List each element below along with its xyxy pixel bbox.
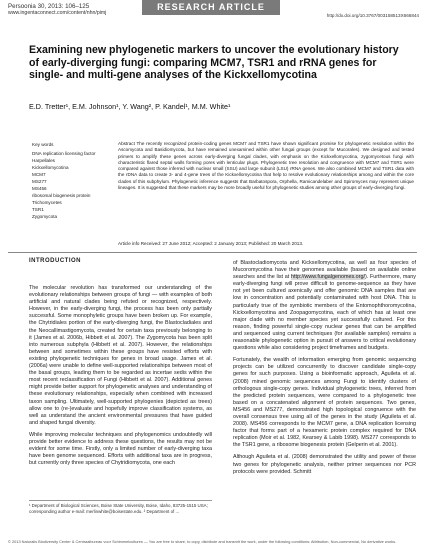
article-info-dates: Article info Received: 27 June 2012; Accepted: 2 January 2013; Published: 20 March 2013.: [118, 241, 304, 246]
paragraph: [233, 260, 416, 352]
doi-link[interactable]: http://dx.doi.org/10.3767/003158513X666844: [326, 13, 419, 18]
copyright-footer: © 2013 Naturalis Biodiversity Center & Centraalbureau voor Schimmelcultures — You are free to share, to copy, distribute and transmit the work, under the following conditions: Attribution, Non-commercial, No derivative works.: [8, 539, 397, 544]
abstract-text: Abstract The recently recognized protein-coding genes MCM7 and TSR1 have shown significant promise for phylogenetic resolution within the Ascomycota and Basidiomycota, but have remained unexamined within other fungal groups (except for Mucorales). We designed and tested primers to amplify these genes across early-diverging fungal clades, with emphasis on the Kickxellomycotina, zygomycetous fungi with characteristic flared septal walls forming pores with lenticular plugs. Phylogenetic tree resolution and congruence with MCM7 and TSR1 were compared against those inferred with nuclear small (SSU) and large subunit (LSU) rRNA genes. We also combined MCM7 and TSR1 data with the rDNA data to create 3- and 4-gene trees of the Kickxellomycotina that help to resolve evolutionary relationships among and within the core clades of this subphylum. Phylogenetic inference suggests that Barbatospora, Orphella, Ramicandelaber and Spiromyces may represent unique lineages. It is suggested that these markers may be more broadly useful for phylogenetic studies among other groups of early-diverging fungi.: [118, 141, 414, 191]
keyword-item: TSR1: [32, 207, 44, 212]
journal-name: Persoonia 30, 2013: 106–125: [8, 3, 90, 10]
paragraph-text: ). Furthermore, many early-diverging fungi will prove difficult to genome-sequence as they have not yet been cultured axenically and offer genomic DNA samples that are low in concentration and potentially contaminated with host DNA. This is particularly true of the symbiotic members of the Entomophthoromycotina, Kickxellomycotina and Zoopagomycotina, each of which has at least one major clade with no member species yet successfully cultured. For this reason, finding powerful single-copy nuclear genes that can be amplified and sequenced using current techniques (for available samples) remains a reasonable phylogenetic option in pursuit of answers to critical evolutionary questions while also considering project timeframes and budgets.: [233, 274, 416, 352]
research-article-badge: RESEARCH ARTICLE: [142, 0, 280, 15]
divider: [8, 252, 417, 253]
keyword-item: Zygomycota: [32, 214, 58, 219]
keyword-item: ribosomal biogenesis protein: [32, 193, 91, 198]
keywords-box: [32, 141, 122, 220]
affiliation-footnote: ¹ Department of Biological Sciences, Boise State University, Boise, Idaho, 83725-1515 USA; corresponding author e-mail: merlinwhite@boisestate.edu. ² Department of ...: [29, 500, 212, 514]
right-column: [233, 260, 416, 481]
keyword-item: Harpellales: [32, 158, 55, 163]
keyword-item: Kickxellomycotina: [32, 165, 69, 170]
author-list: E.D. Tretter¹, E.M. Johnson¹, Y. Wang², P. Kandel¹, M.M. White¹: [29, 102, 231, 111]
paragraph: While improving molecular techniques and phylogenomics undoubtedly will provide better evidence to address these questions, the results may not be evident for some time. Firstly, only a limited number of early-diverging taxa have been genome sequenced. Efforts with additional taxa are in progress, but currently only three species of Chytridiomycota, one each: [29, 431, 212, 467]
paragraph-text: of Blastocladiomycota and Kickxellomycotina, as well as four species of Mucoromycotina have their genomes available (based on available online searches and the list at: [233, 260, 416, 281]
fungal-genomes-link[interactable]: http://www.fungalgenomes.org/: [290, 274, 365, 281]
journal-url[interactable]: www.ingentaconnect.com/content/nhn/pimj: [8, 10, 107, 17]
keyword-item: MS456: [32, 186, 47, 191]
keyword-item: DNA replication licensing factor: [32, 151, 96, 156]
left-column: [29, 285, 212, 472]
keyword-item: MS277: [32, 179, 47, 184]
keywords-label: Key words: [32, 142, 54, 147]
paragraph: The molecular revolution has transformed our understanding of the evolutionary relationships between groups of fungi — with examples of both artificial and natural clades being refuted or recognized, respectively. However, in the early-diverging fungi, the process has been only partially successful. Some monophyletic groups have been broken up. For example, the Chytridiales portion of the early-diverging fungi, the Blastocladiales and the Neocallimastigomycota, created for certain taxa previously belonging to it (James et al. 2006b, Hibbett et al. 2007). The Zygomycota has been split into numerous subphyla (Hibbett et al. 2007). However, the relationships between and sometimes within these groups have resisted efforts with existing phylogenetic techniques for genes in broad usage. James et al. (2006a) were unable to define well-supported relationships between most of the basal groups, leading them to be regarded as incertae sedis within the most recent reclassification of Fungi (Hibbett et al. 2007). Additional genes might provide better support for phylogenetic analyses and understanding of these evolutionary relationships, especially when combined with increased taxon sampling. Ultimately, well-supported phylogenies (depicted as trees) allow one to (re-)evaluate and hopefully improve classification systems, as well as understand the ancient environmental pressures that have guided and shaped fungal diversity.: [29, 285, 212, 426]
keyword-item: MCM7: [32, 172, 46, 177]
section-heading-introduction: INTRODUCTION: [29, 258, 81, 264]
article-title: Examining new phylogenetic markers to uncover the evolutionary history of early-diverging fungi: comparing MCM7, TSR1 and rRNA genes for single- and multi-gene analyses of the Kickxellomycotina: [29, 44, 399, 82]
paragraph: Although Aguileta et al. (2008) demonstrated the utility and power of these two genes for phylogenetic analysis, neither primer sequences nor PCR protocols were provided. Schmitt: [233, 454, 416, 475]
journal-header: [8, 4, 106, 16]
keyword-item: Trichomycetes: [32, 200, 62, 205]
paragraph: Fortunately, the wealth of information emerging from genomic sequencing projects can be utilized concurrently to discover candidate single-copy genes for such purposes. Using a bioinformatic approach, Aguileta et al. (2008) mined genomic sequences among Fungi to identify clusters of orthologous single-copy genes. Individual phylogenetic trees, inferred from the predicted protein sequences, were compared to a phylogenetic tree based on a concatenated alignment of protein sequences. Two genes, MS456 and MS277, demonstrated high topological congruence with the overall consensus tree using all of the genes in the study (Aguileta et al. 2008). MS456 corresponds to the MCM7 gene, a DNA replication licensing factor that forms part of a hexameric protein complex required for DNA replication (Moir et al. 1982, Kearsey & Labib 1998). MS277 corresponds to the TSR1 gene, a ribosome biogenesis protein (Gelperin et al. 2001).: [233, 357, 416, 449]
